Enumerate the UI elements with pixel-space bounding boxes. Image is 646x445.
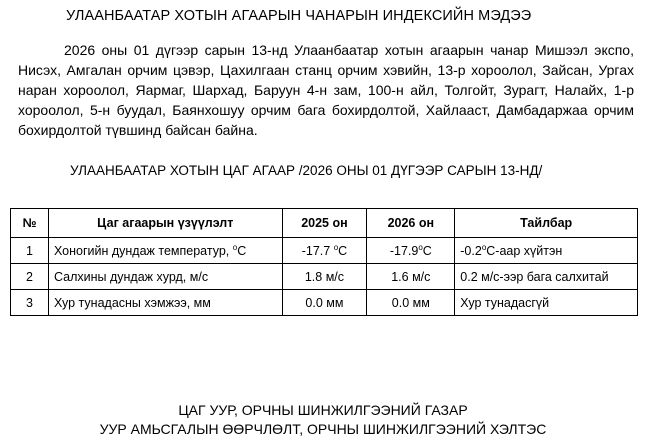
air-quality-paragraph xyxy=(18,40,634,140)
footer-department: УУР АМЬСГАЛЫН ӨӨРЧЛӨЛТ, ОРЧНЫ ШИНЖИЛГЭЭНИЙ ХЭЛТЭС xyxy=(99,421,547,437)
row-number: 3 xyxy=(11,290,49,316)
header-note: Тайлбар xyxy=(455,209,638,238)
header-indicator: Цаг агаарын үзүүлэлт xyxy=(48,209,282,238)
row-value-2025: 0.0 мм xyxy=(282,290,367,316)
table-row xyxy=(11,290,638,316)
row-indicator: Хур тунадасны хэмжээ, мм xyxy=(48,290,282,316)
row-value-2026: 0.0 мм xyxy=(367,290,455,316)
row-note: Хур тунадасгүй xyxy=(455,290,638,316)
header-2025: 2025 он xyxy=(282,209,367,238)
row-indicator: Хоногийн дундаж температур, $^o$С xyxy=(48,238,282,264)
row-value-2026: 1.6 м/с xyxy=(367,264,455,290)
row-indicator: Салхины дундаж хурд, м/с xyxy=(48,264,282,290)
degree-mark: o xyxy=(232,243,238,252)
document-title: УЛААНБААТАР ХОТЫН АГААРЫН ЧАНАРЫН ИНДЕКСИЙН МЭДЭЭ xyxy=(66,8,532,24)
table-row xyxy=(11,264,638,290)
weather-section-title: УЛААНБААТАР ХОТЫН ЦАГ АГААР /2026 ОНЫ 01 ДҮГЭЭР САРЫН 13-НД/ xyxy=(70,163,543,178)
row-value-2025: 1.8 м/с xyxy=(282,264,367,290)
row-number: 2 xyxy=(11,264,49,290)
row-note: 0.2 м/с-ээр бага салхитай xyxy=(455,264,638,290)
degree-mark: o xyxy=(418,243,423,252)
footer-agency: ЦАГ УУР, ОРЧНЫ ШИНЖИЛГЭЭНИЙ ГАЗАР xyxy=(178,402,468,418)
header-number: № xyxy=(11,209,49,238)
paragraph-text: 2026 оны 01 дүгээр сарын 13-нд Улаанбаатар хотын агаарын чанар Мишээл экспо, Нисэх, Амгалан орчим цэвэр, Цахилгаан станц орчим хэвийн, 13-р хороолол, Зайсан, Ургах наран хороолол, Яармаг, Шархад, Баруун 4-н зам, 100-н айл, Толгойт, Зурагт, Налайх, 1-р хороолол, 5-н буудал, Баянхошуу орчим бага бохирдолтой, Хайлааст, Дамбадаржаа орчим бохирдолтой түвшинд байсан байна. xyxy=(18,42,634,138)
row-value-2025: -17.7 $^o$С xyxy=(282,238,367,264)
row-note: -0.2$^o$С-аар хүйтэн xyxy=(455,238,638,264)
header-2026: 2026 он xyxy=(367,209,455,238)
weather-table xyxy=(10,208,638,316)
table-row xyxy=(11,238,638,264)
row-value-2026: -17.9$^o$С xyxy=(367,238,455,264)
table-header-row xyxy=(11,209,638,238)
degree-mark: o xyxy=(333,243,339,252)
degree-mark: o xyxy=(481,243,487,252)
row-number: 1 xyxy=(11,238,49,264)
